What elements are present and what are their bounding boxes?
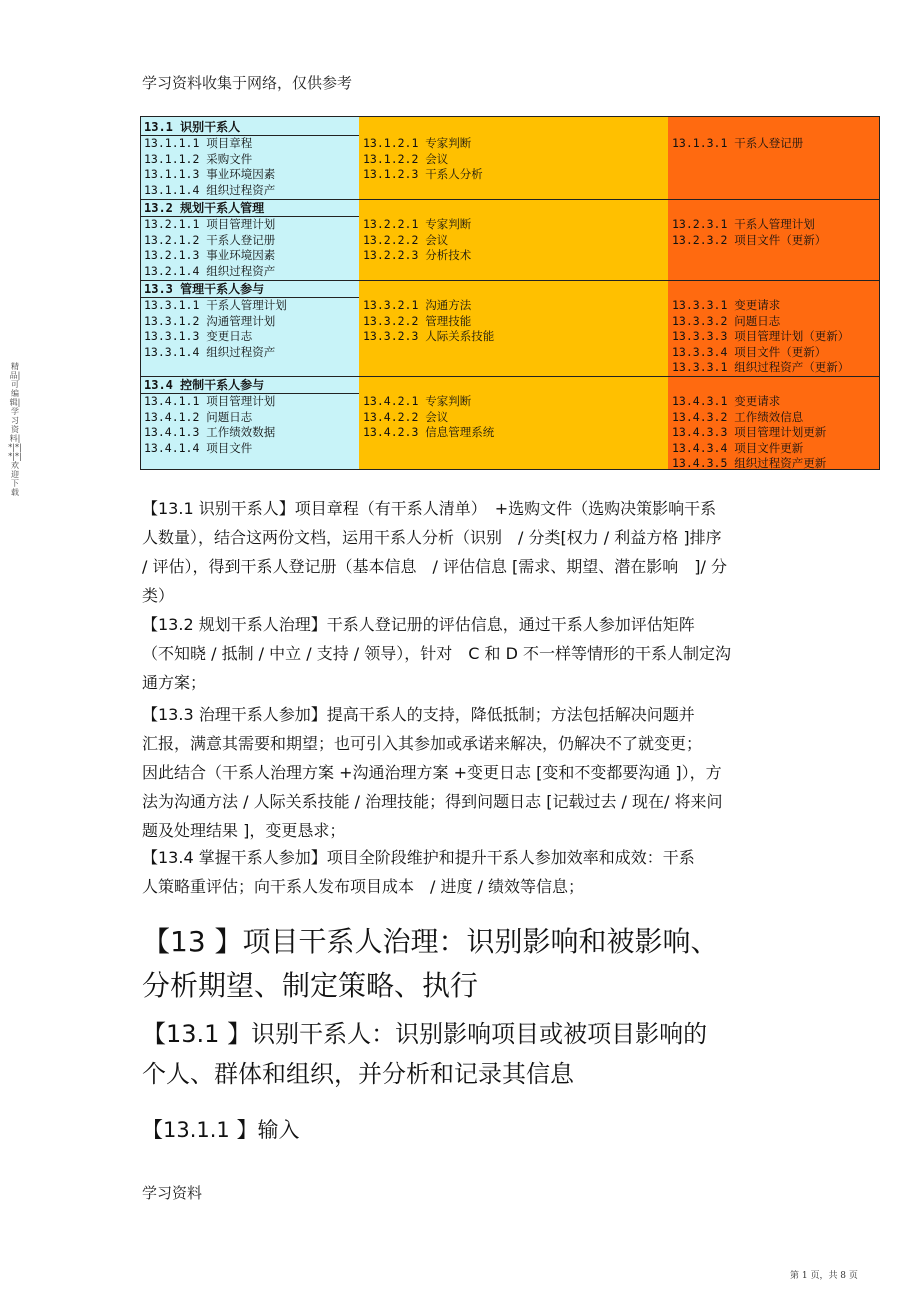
output-item: 13.2.3.1 干系人管理计划 <box>672 217 815 231</box>
paragraph-13-1 <box>142 494 792 610</box>
input-item: 13.4.1.3 工作绩效数据 <box>144 425 276 440</box>
input-item: 13.1.1.3 事业环境因素 <box>144 167 276 182</box>
output-item: 13.3.3.3 项目管理计划（更新） <box>672 329 850 344</box>
footer-note: 学习资料 <box>142 1184 203 1202</box>
output-item: 13.4.3.5 组织过程资产更新 <box>672 456 827 471</box>
section-title: 13.1 识别干系人 <box>144 120 241 134</box>
tools-cell <box>360 217 471 264</box>
paragraph-13-3 <box>142 700 792 845</box>
tool-item: 13.4.2.3 信息管理系统 <box>363 425 495 440</box>
text-line: 人数量），结合这两份文档，运用干系人分析（识别 / 分类[权力 / 利益方格 ]排序 <box>142 528 722 547</box>
text-line: 【13.3 治理干系人参加】提高干系人的支持，降低抵制；方法包括解决问题并 <box>142 705 695 724</box>
heading-13 <box>142 920 842 1008</box>
tool-item: 13.3.2.2 管理技能 <box>363 313 472 328</box>
section-divider <box>141 280 879 281</box>
output-item: 13.4.3.2 工作绩效信息 <box>672 409 804 424</box>
input-item: 13.4.1.2 问题日志 <box>144 409 253 424</box>
section-title: 13.2 规划干系人管理 <box>144 201 265 215</box>
heading-13-1-1: 【13.1.1 】输入 <box>142 1118 300 1142</box>
output-item: 13.3.3.1 组织过程资产（更新） <box>672 360 850 375</box>
text-line: 【13.1 识别干系人】项目章程（有干系人清单） +选购文件（选购决策影响干系 <box>142 499 717 518</box>
input-item: 13.3.1.1 干系人管理计划 <box>144 298 287 312</box>
outputs-cell <box>669 136 803 152</box>
text-line: 法为沟通方法 / 人际关系技能 / 治理技能；得到问题日志 [记载过去 / 现在/ 将来问 <box>142 792 723 811</box>
input-item: 13.3.1.2 沟通管理计划 <box>144 313 276 328</box>
text-line: 因此结合（干系人治理方案 +沟通治理方案 +变更日志 [变和不变都要沟通 ]），方 <box>142 763 722 782</box>
text-line: 【13.4 掌握干系人参加】项目全阶段维护和提升干系人参加效率和成效：干系 <box>142 848 695 867</box>
heading-line: 【13.1 】识别干系人：识别影响项目或被项目影响的 <box>142 1020 708 1048</box>
input-item: 13.2.1.1 项目管理计划 <box>144 217 276 231</box>
output-item: 13.2.3.2 项目文件（更新） <box>672 232 827 247</box>
tool-item: 13.4.2.2 会议 <box>363 409 449 424</box>
section-title: 13.4 控制干系人参与 <box>144 378 265 392</box>
text-line: 【13.2 规划干系人治理】干系人登记册的评估信息，通过干系人参加评估矩阵 <box>142 615 695 634</box>
text-line: 题及处理结果 ]，变更恳求； <box>142 821 346 840</box>
output-item: 13.4.3.3 项目管理计划更新 <box>672 425 827 440</box>
input-item: 13.1.1.1 项目章程 <box>144 136 253 150</box>
tool-item: 13.4.2.1 专家判断 <box>363 394 472 408</box>
tool-item: 13.2.2.3 分析技术 <box>363 248 472 263</box>
tools-cell <box>360 136 483 183</box>
tools-cell <box>360 298 494 345</box>
inputs-cell <box>141 136 275 198</box>
text-line: 人策略重评估；向干系人发布项目成本 / 进度 / 绩效等信息； <box>142 877 585 896</box>
heading-line: 分析期望、制定策略、执行 <box>142 969 479 1002</box>
tools-cell <box>360 394 494 441</box>
input-item: 13.4.1.1 项目管理计划 <box>144 394 276 408</box>
output-item: 13.4.3.1 变更请求 <box>672 394 781 408</box>
output-item: 13.3.3.4 项目文件（更新） <box>672 344 827 359</box>
heading-line: 【13 】项目干系人治理：识别影响和被影响、 <box>142 925 719 958</box>
tool-item: 13.2.2.1 专家判断 <box>363 217 472 231</box>
text-line: （不知晓 / 抵制 / 中立 / 支持 / 领导），针对 C 和 D 不一样等情形的干系人制定沟 <box>142 644 732 663</box>
output-item: 13.4.3.4 项目文件更新 <box>672 440 804 455</box>
header-note: 学习资料收集于网络，仅供参考 <box>142 74 353 92</box>
input-item: 13.1.1.2 采购文件 <box>144 151 253 166</box>
tool-item: 13.1.2.3 干系人分析 <box>363 167 483 182</box>
outputs-cell <box>669 298 849 376</box>
paragraph-13-4 <box>142 843 792 901</box>
paragraph-13-2 <box>142 610 792 697</box>
inputs-cell <box>141 217 275 279</box>
heading-line: 个人、群体和组织，并分析和记录其信息 <box>142 1060 574 1088</box>
output-item: 13.1.3.1 干系人登记册 <box>672 136 804 150</box>
text-line: 通方案； <box>142 673 207 692</box>
input-item: 13.3.1.3 变更日志 <box>144 329 253 344</box>
input-item: 13.1.1.4 组织过程资产 <box>144 182 276 197</box>
side-vertical-note: 精品|可编辑|学习资料|*|*|*|*|欢迎下载 <box>8 362 22 497</box>
input-item: 13.4.1.4 项目文件 <box>144 440 253 455</box>
page-number: 第 1 页，共 8 页 <box>790 1271 858 1281</box>
heading-13-1 <box>142 1014 842 1094</box>
tool-item: 13.1.2.2 会议 <box>363 151 449 166</box>
text-line: 汇报，满意其需要和期望；也可引入其参加或承诺来解决，仍解决不了就变更； <box>142 734 703 753</box>
tool-item: 13.3.2.1 沟通方法 <box>363 298 472 312</box>
input-item: 13.3.1.4 组织过程资产 <box>144 344 276 359</box>
input-item: 13.2.1.4 组织过程资产 <box>144 263 276 278</box>
tool-item: 13.1.2.1 专家判断 <box>363 136 472 150</box>
section-title: 13.3 管理干系人参与 <box>144 282 265 296</box>
output-item: 13.3.3.2 问题日志 <box>672 313 781 328</box>
inputs-cell <box>141 394 275 456</box>
section-divider <box>141 376 879 377</box>
process-table <box>140 116 880 470</box>
outputs-cell <box>669 217 826 248</box>
output-item: 13.3.3.1 变更请求 <box>672 298 781 312</box>
text-line: 类） <box>142 586 175 605</box>
inputs-cell <box>141 298 287 360</box>
tool-item: 13.2.2.2 会议 <box>363 232 449 247</box>
outputs-cell <box>669 394 826 472</box>
input-item: 13.2.1.3 事业环境因素 <box>144 248 276 263</box>
section-divider <box>141 199 879 200</box>
input-item: 13.2.1.2 干系人登记册 <box>144 232 276 247</box>
text-line: / 评估），得到干系人登记册（基本信息 / 评估信息 [需求、期望、潜在影响 ]/ 分 <box>142 557 728 576</box>
tool-item: 13.3.2.3 人际关系技能 <box>363 329 495 344</box>
